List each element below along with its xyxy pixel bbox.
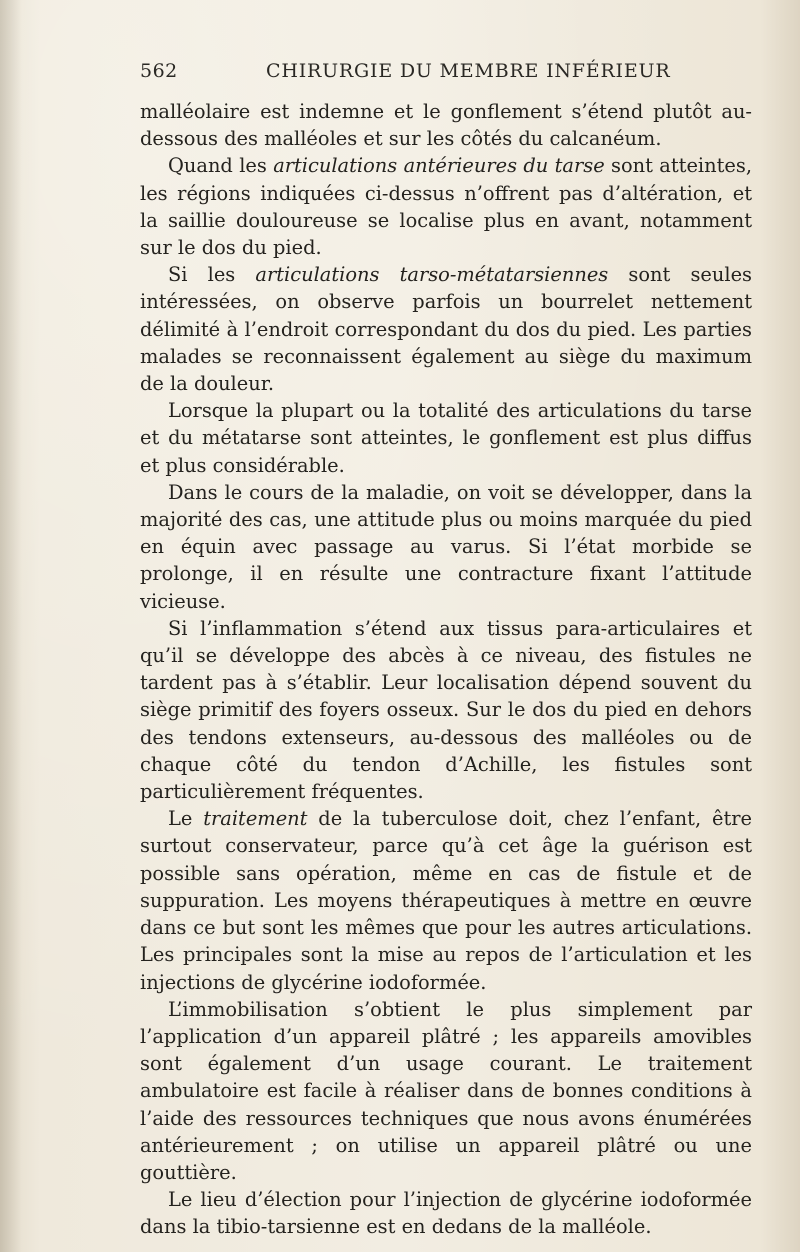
paragraph-text: de la tuberculose doit, chez l’enfant, être surtout conservateur, parce qu’à cet âge la guérison est possible sans opération, même en cas de fistule et de suppuration. Les moyens thérapeutiques à mettre en œuvre dans ce but sont les mêmes que pour les autres articulations. Les principales sont la mise au repos de l’articulation et les injections de glycérine iodoformée.	[140, 807, 752, 994]
paragraph	[140, 152, 752, 261]
body-text	[140, 98, 752, 1241]
italic-term: articulations antérieures du tarse	[273, 154, 605, 178]
running-title: CHIRURGIE DU MEMBRE INFÉRIEUR	[266, 60, 671, 82]
paragraph-text: sont atteintes, les régions indiquées ci-dessus n’offrent pas d’altération, et la saillie douloureuse se localise plus en avant, notamment sur le dos du pied.	[140, 154, 752, 260]
italic-term: traitement	[203, 807, 308, 831]
paragraph: malléolaire est indemne et le gonflement s’étend plutôt au-dessous des malléoles et sur les côtés du calcanéum.	[140, 100, 752, 151]
page-number: 562	[140, 60, 178, 82]
paragraph: Si l’inflammation s’étend aux tissus para-articulaires et qu’il se développe des abcès à ce niveau, des fistules ne tardent pas à s’établir. Leur localisation dépend souvent du siège primitif des foyers osseux. Sur le dos du pied en dehors des tendons extenseurs, au-dessous des malléoles ou de chaque côté du tendon d’Achille, les fistules sont particulièrement fréquentes.	[140, 616, 752, 804]
page-header	[140, 60, 760, 90]
paragraph-text: Si les	[168, 263, 256, 287]
paragraph	[140, 805, 752, 995]
paragraph: Lorsque la plupart ou la totalité des articulations du tarse et du métatarse sont atteintes, le gonflement est plus diffus et plus considérable.	[140, 399, 752, 477]
paragraph: Dans le cours de la maladie, on voit se développer, dans la majorité des cas, une attitude plus ou moins marquée du pied en équin avec passage au varus. Si l’état morbide se prolonge, il en résulte une contracture fixant l’attitude vicieuse.	[140, 480, 752, 613]
paragraph	[140, 261, 752, 397]
paragraph-text: Le	[168, 807, 204, 831]
paragraph-text: sont seules intéressées, on observe parfois un bourrelet nettement délimité à l’endroit correspondant du dos du pied. Les parties malades se reconnaissent également au siège du maximum de la douleur.	[140, 263, 752, 396]
binding-shadow	[0, 0, 22, 1252]
paragraph: Le lieu d’élection pour l’injection de glycérine iodoformée dans la tibio-tarsienne est en dedans de la malléole.	[140, 1188, 752, 1239]
paragraph-text: Quand les	[168, 154, 274, 178]
italic-term: articulations tarso-métatarsiennes	[255, 263, 609, 287]
paragraph: L’immobilisation s’obtient le plus simplement par l’application d’un appareil plâtré ; les appareils amovibles sont également d’un usage courant. Le traitement ambulatoire est facile à réaliser dans de bonnes conditions à l’aide des ressources techniques que nous avons énumérées antérieurement ; on utilise un appareil plâtré ou une gouttière.	[140, 997, 752, 1184]
